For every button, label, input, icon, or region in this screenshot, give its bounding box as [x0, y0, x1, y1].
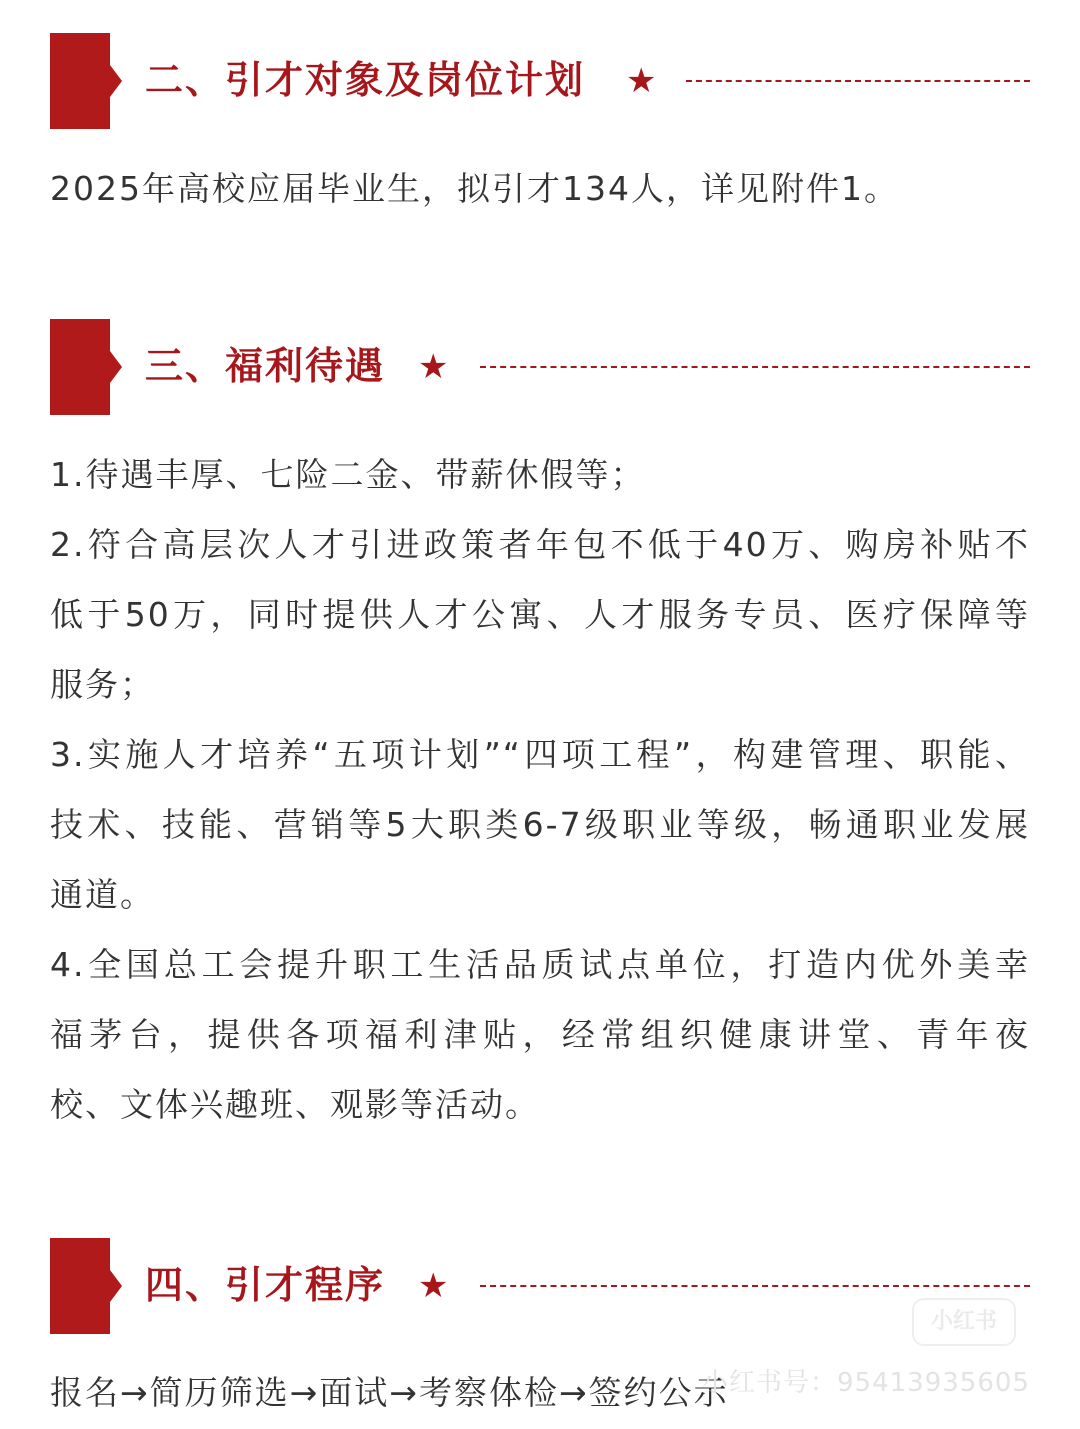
- text-line: 低于50万，同时提供人才公寓、人才服务专员、医疗保障等: [50, 595, 1030, 634]
- header-marker-notch: [110, 351, 122, 383]
- header-marker-bar: [50, 1238, 110, 1334]
- watermark-text: 小红书号：95413935605: [702, 1368, 1030, 1398]
- dashed-divider: [686, 80, 1030, 82]
- text-line: 校、文体兴趣班、观影等活动。: [50, 1085, 540, 1124]
- watermark-logo: 小红书: [912, 1298, 1016, 1346]
- dashed-divider: [480, 366, 1030, 368]
- section-header-recruitment-targets: [50, 33, 1030, 129]
- text-line: 2.符合高层次人才引进政策者年包不低于40万、购房补贴不: [50, 525, 1030, 564]
- header-marker-bar: [50, 319, 110, 415]
- text-line: 福茅台，提供各项福利津贴，经常组织健康讲堂、青年夜: [50, 1015, 1030, 1054]
- section-title: 三、福利待遇: [145, 344, 386, 388]
- section-header-benefits: [50, 319, 1030, 415]
- header-marker-notch: [110, 1270, 122, 1302]
- text-line: 2025年高校应届毕业生，拟引才134人，详见附件1。: [50, 169, 899, 208]
- text-line: 服务；: [50, 665, 155, 704]
- header-marker-bar: [50, 33, 110, 129]
- star-icon: ★: [418, 347, 449, 387]
- text-line: 通道。: [50, 875, 155, 914]
- header-marker-notch: [110, 65, 122, 97]
- text-line: 技术、技能、营销等5大职类6-7级职业等级，畅通职业发展: [50, 805, 1030, 844]
- dashed-divider: [480, 1285, 1030, 1287]
- text-line: 3.实施人才培养“五项计划”“四项工程”，构建管理、职能、: [50, 735, 1030, 774]
- text-line: 4.全国总工会提升职工生活品质试点单位，打造内优外美幸: [50, 945, 1030, 984]
- star-icon: ★: [626, 61, 657, 101]
- section-header-recruitment-process: [50, 1238, 1030, 1334]
- section-title: 四、引才程序: [145, 1263, 386, 1307]
- text-line: 报名→简历筛选→面试→考察体检→签约公示: [50, 1373, 729, 1412]
- section-body-benefits: [50, 440, 1030, 1140]
- section-body-recruitment-targets: [50, 154, 1030, 224]
- section-title: 二、引才对象及岗位计划: [145, 58, 586, 102]
- text-line: 1.待遇丰厚、七险二金、带薪休假等；: [50, 455, 646, 494]
- star-icon: ★: [418, 1266, 449, 1306]
